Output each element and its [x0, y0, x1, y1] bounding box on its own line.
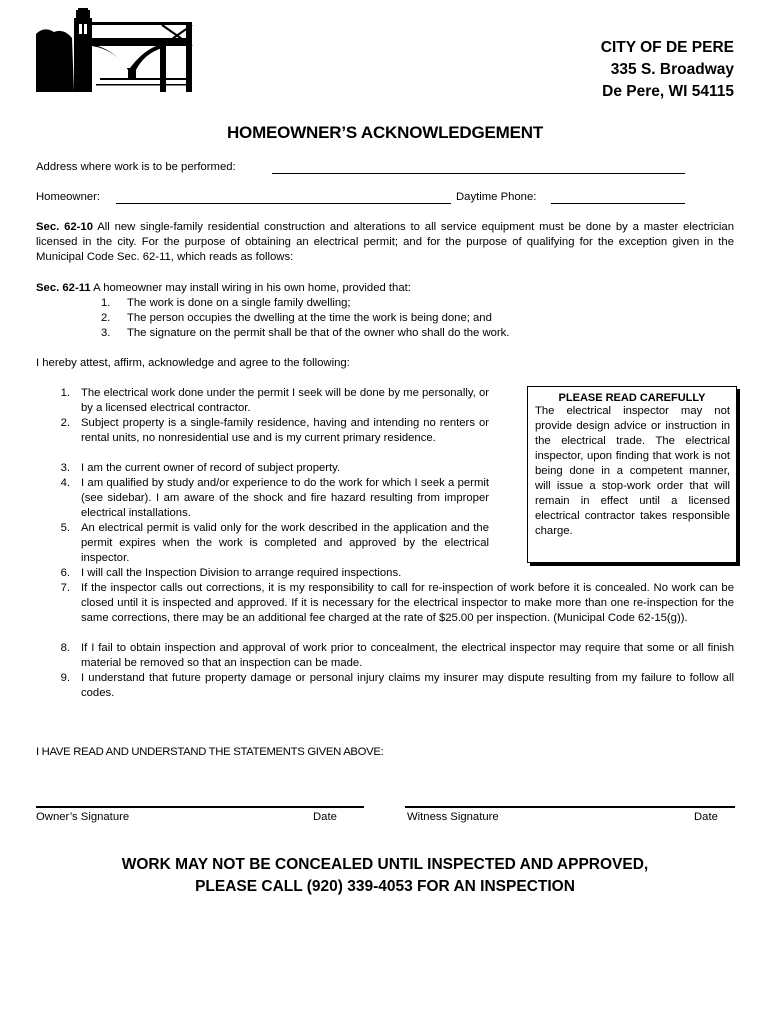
owner-signature-line[interactable]	[36, 806, 364, 808]
footer-phone: PLEASE CALL (920) 339-4053 FOR AN INSPECTION	[195, 878, 575, 895]
witness-date-label: Date	[694, 811, 718, 823]
phone-field[interactable]	[551, 203, 685, 204]
sidebar-title: PLEASE READ CAREFULLY	[558, 392, 706, 404]
list-item: 1. The work is done on a single family dwelling;	[101, 297, 351, 309]
sec-62-11-text: A homeowner may install wiring in his own home, provided that:	[90, 282, 411, 294]
street-address: 335 S. Broadway	[610, 61, 734, 78]
sec-62-10-heading: Sec. 62-10	[36, 221, 93, 233]
sec-62-10	[36, 220, 734, 265]
owner-date-label: Date	[313, 811, 337, 823]
page-title: HOMEOWNER’S ACKNOWLEDGEMENT	[226, 123, 543, 142]
city-state-zip: De Pere, WI 54115	[602, 83, 734, 100]
address-label: Address where work is to be performed:	[36, 161, 236, 173]
witness-signature-line[interactable]	[405, 806, 735, 808]
witness-signature-label: Witness Signature	[407, 811, 499, 823]
list-item: 2. The person occupies the dwelling at the time the work is being done; and	[101, 312, 492, 324]
owner-signature-label: Owner’s Signature	[36, 811, 130, 823]
statements-list: 1. The electrical work done under the permit I seek will be done by me personally, or by a licensed electrical contractor. 2. Subject property is a single-family residence, having and intending no renters or rental units, no nonresidential use and is my current primary residence. 3. I am the current owner of record of subject property. 4. I am qualified by study and/or experience to do the work for which I seek a permit (see sidebar). I am aware of the shock and fire hazard resulting from improper electrical installations. 5. An electrical permit is valid only for the work described in the application and the permit expires when the work is completed and approved by the electrical inspector. 6. I will call the Inspection Division to arrange required inspections. 7. If the inspector calls out corrections, it is my responsibility to call for re-inspection of work before it is concealed. No work can be closed until it is inspected and approved. If it is necessary for the electrical inspector to make more than one re-inspection for the same corrections, there may be an additional fee charged at the rate of $25.00 per inspection. (Municipal Code 62-15(g)). 8. If I fail to obtain inspection and approval of work prior to concealment, the electrical inspector may require that some or all finish material be removed so that an inspection can be made. 9. I understand that future property damage or personal injury claims my insurer may dispute resulting from my failure to follow all codes.	[60, 387, 734, 699]
attest-statement: I hereby attest, affirm, acknowledge and agree to the following:	[36, 357, 350, 369]
city-name: CITY OF DE PERE	[600, 39, 734, 56]
phone-label: Daytime Phone:	[456, 191, 537, 203]
footer-warning: WORK MAY NOT BE CONCEALED UNTIL INSPECTED AND APPROVED,	[121, 856, 649, 873]
sidebar-notice	[527, 386, 737, 563]
sec-62-10-text: All new single-family residential construction and alterations to all service equipment must be done by a master electrician licensed in the city. For the purpose of obtaining an electrical permit; and for the purpose of qualifying for the exception given in the Municipal Code Sec. 62-11, which reads as follows:	[36, 221, 734, 263]
sec-62-11-list	[36, 296, 734, 341]
sec-62-11	[36, 281, 734, 296]
homeowner-field[interactable]	[116, 203, 451, 204]
address-field[interactable]	[272, 173, 685, 174]
read-statement: I HAVE READ AND UNDERSTAND THE STATEMENTS GIVEN ABOVE:	[36, 746, 384, 758]
list-item: 3. The signature on the permit shall be that of the owner who shall do the work.	[101, 327, 510, 339]
sec-62-11-heading: Sec. 62-11	[36, 282, 91, 294]
sidebar-text: The electrical inspector may not provide design advice or instruction in the electrical trade. The electrical inspector, upon finding that work is not being done in a competent manner, will issue a stop-work order that will remain in effect until a licensed electrical contractor takes responsible charge.	[535, 405, 730, 537]
homeowner-label: Homeowner:	[36, 191, 101, 203]
city-logo	[36, 8, 194, 94]
